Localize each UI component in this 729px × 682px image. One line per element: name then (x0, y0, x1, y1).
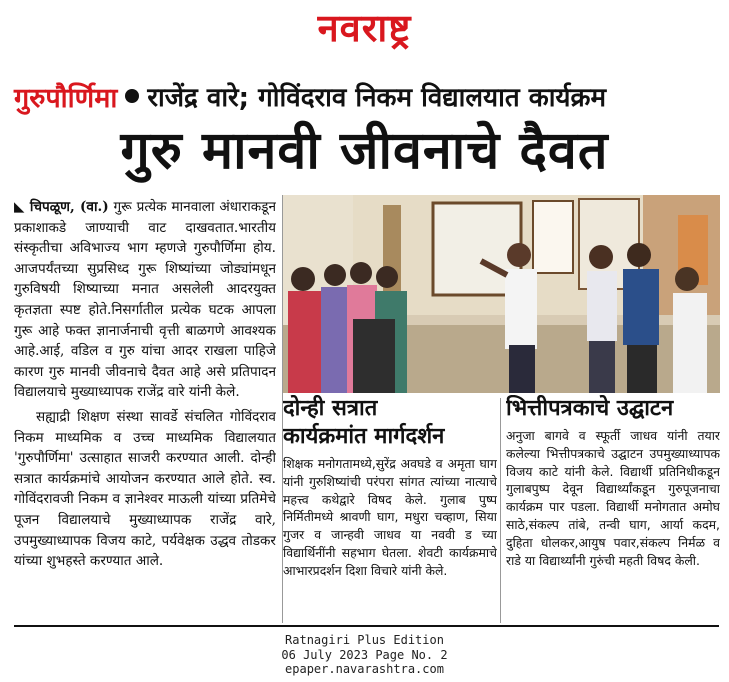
footer-edition: Ratnagiri Plus Edition (285, 633, 444, 647)
kicker-row (14, 78, 719, 114)
byline: चिपळूण, (वा.) (29, 199, 109, 215)
footer-site-link[interactable]: epaper.navarashtra.com (285, 662, 444, 676)
bottom-rule (14, 625, 719, 627)
byline-mark-icon: ◣ (14, 199, 26, 215)
article-body (14, 197, 276, 622)
article-para-1 (14, 197, 276, 403)
box-mid-heading-line2: कार्यक्रमांत मार्गदर्शन (283, 424, 445, 449)
box-mid-heading (283, 395, 497, 451)
kicker-label: गुरुपौर्णिमा (14, 82, 118, 114)
box-right-body: अनुजा बागवे व स्फूर्ती जाधव यांनी तयार कलेल्या भित्तीपत्रकाचे उद्घाटन उपमुख्याध्यापक विजय काटे यांनी केले. विद्यार्थी प्रतिनिधीकडून गुलाबपुष्प देवून विद्यार्थ्यांकडून गुरुपूजनाचा कार्यक्रम पार पडला. विद्यार्थी मनोगतात अमोघ साठे,संकल्प तांबे, तन्वी घाग, आर्या कदम, दुहिता धोलकर,आयुष पवार,संकल्प निर्मळ व राडे या विद्यार्थ्यांनी गुरुंची महती विषद केली. (506, 428, 720, 568)
subheadline: राजेंद्र वारे; गोविंदराव निकम विद्यालयात कार्यक्रम (147, 83, 607, 113)
masthead-logo: नवराष्ट्र (317, 5, 412, 50)
article-para-2 (14, 407, 276, 572)
sidebar-box-wallpaper (506, 395, 720, 623)
bullet-icon (125, 89, 139, 103)
headline: गुरु मानवी जीवनाचे दैवत (120, 121, 609, 181)
box-mid-body: शिक्षक मनोगतामध्ये,सुरेंद्र अवघडे व अमृता घाग यांनी गुरुशिष्यांची परंपरा सांगत त्यांच्या नात्याचे महत्त्व कथेद्वारे विषद केले. गुलाब पुष्प निर्मितीमध्ये श्रावणी घाग, मधुरा चव्हाण, सिया गुजर व जान्हवी जाधव या नववी ड च्या विद्यार्थिनींनी सहभाग घेतला. शेवटी कार्यक्रमाचे आभारप्रदर्शन दिशा विचारे यांनी केले. (283, 456, 497, 578)
box-mid-heading-line1: दोन्ही सत्रात (283, 396, 378, 421)
footer-date-page: 06 July 2023 Page No. 2 (281, 647, 448, 662)
event-photo (283, 195, 720, 393)
box-divider (500, 398, 501, 623)
box-right-heading: भित्तीपत्रकाचे उद्घाटन (506, 396, 674, 421)
article-para-1-text: गुरू प्रत्येक मानवाला अंधाराकडून प्रकाशाकडे जाण्याची वाट दाखवतात.भारतीय संस्कृतीचा अविभाज्य भाग म्हणजे गुरुपौर्णिमा होय. आजपर्यंतच्या सुप्रसिध्द गुरू शिष्यांच्या जोड्यांमधून गुरुविषयी शिष्याच्या मनात असलेली आदरयुक्त कृतज्ञता स्पष्ट होते.निसर्गातील प्रत्येक घटक आपला गुरू आहे फक्त ज्ञानार्जनाची वृत्ती बाळगणे आवश्यक आहे.आई, वडिल व गुरु यांचा आदर राखला पाहिजे कारण गुरु मानवी जीवनाचे दैवत आहे असे प्रतिपादन विद्यालयाचे मुख्याध्यापक राजेंद्र वारे यांनी केले. (14, 199, 276, 401)
sidebar-box-sessions (283, 395, 497, 623)
article-para-2-text: सह्याद्री शिक्षण संस्था सावर्डे संचलित गोविंदराव निकम माध्यमिक व उच्च माध्यमिक विद्यालयात 'गुरुपौर्णिमा' उत्साहात साजरी करण्यात आली. दोन्ही सत्रात कार्यक्रमांचे आयोजन करण्यात आले होते. स्व. गोविंदरावजी निकम व ज्ञानेश्वर माऊली यांच्या प्रतिमेचे पूजन विद्यालयाचे मुख्याध्यापक राजेंद्र वारे, उपमुख्याध्यापक विजय काटे, पर्यवेक्षक उद्धव तोडकर यांच्या शुभहस्ते करण्यात आले. (14, 408, 276, 570)
footer (0, 633, 729, 677)
